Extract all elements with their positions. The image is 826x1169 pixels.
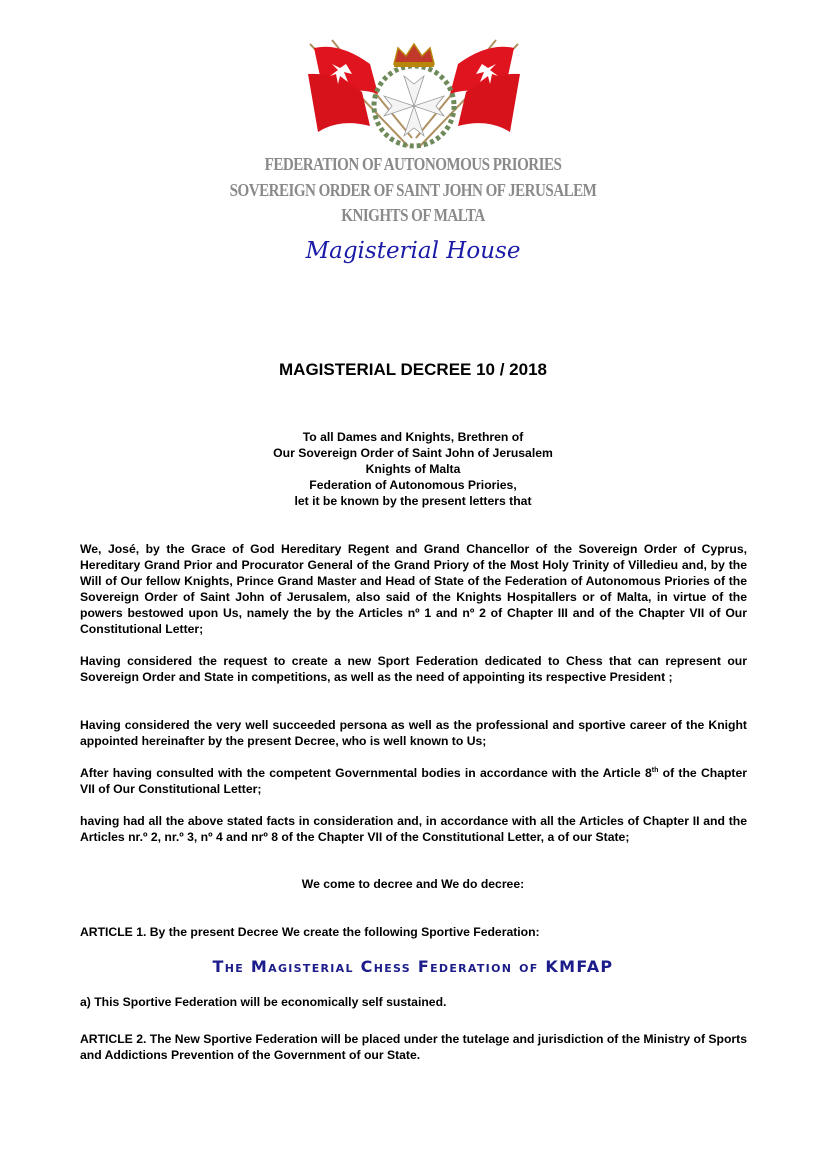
address-line: To all Dames and Knights, Brethren of [302, 430, 524, 444]
consideration-request-paragraph: Having considered the request to create a new Sport Federation dedicated to Chess that can represent our Sovereign Order and State in competitions, as well as the need of appointing its respective President ; [80, 654, 747, 684]
address-line: Our Sovereign Order of Saint John of Jerusalem [273, 446, 553, 460]
consultation-text-end: of the Chapter VII of Our Constitutional Letter; [80, 766, 747, 796]
preamble-paragraph: We, José, by the Grace of God Hereditary Regent and Grand Chancellor of the Sovereign Order of Cyprus, Hereditary Grand Prior and Procurator General of the Grand Priory of the Most Holy Trinity of Villedieu and, by the Will of Our fellow Knights, Prince Grand Master and Head of State of the Federation of Autonomous Priories of the Sovereign Order of Saint John of Jerusalem, also said of the Knights Hospitallers or of Malta, in virtue of the powers bestowed upon Us, namely the by the Articles nº 1 and nº 2 of Chapter III and of the Chapter VII of Our Constitutional Letter; [80, 542, 747, 636]
article-1: ARTICLE 1. By the present Decree We create the following Sportive Federation: [80, 925, 540, 939]
facts-paragraph: having had all the above stated facts in consideration and, in accordance with all the Articles of Chapter II and the Articles nr.º 2, nr.º 3, nº 4 and nrº 8 of the Chapter VII of the Constitutional Letter, a of our State; [80, 814, 747, 844]
article-2: ARTICLE 2. The New Sportive Federation will be placed under the tutelage and jurisdiction of the Ministry of Sports and Addictions Prevention of the Government of our State. [80, 1032, 748, 1062]
decree-formula: We come to decree and We do decree: [301, 877, 525, 891]
ordinal-suffix: th [651, 767, 659, 774]
org-line-federation: FEDERATION OF AUTONOMOUS PRIORIES [264, 154, 562, 174]
decree-address [0, 429, 826, 509]
address-line: Federation of Autonomous Priories, [309, 478, 517, 492]
article-1-item-a: a) This Sportive Federation will be economically self sustained. [80, 995, 447, 1009]
address-line: Knights of Malta [365, 462, 461, 476]
consideration-knight-paragraph: Having considered the very well succeeded persona as well as the professional and sportive career of the Knight appointed hereinafter by the present Decree, who is well known to Us; [80, 718, 747, 748]
decree-title: MAGISTERIAL DECREE 10 / 2018 [279, 360, 547, 379]
org-line-knights: KNIGHTS OF MALTA [341, 205, 485, 225]
consultation-text: After having consulted with the competent Governmental bodies in accordance with the Article 8 [80, 766, 652, 780]
maltese-cross-emblem-icon [300, 34, 528, 156]
address-line: let it be known by the present letters that [294, 494, 532, 508]
federation-name: The Magisterial Chess Federation of KMFAP [212, 957, 614, 976]
magisterial-house-title: Magisterial House [305, 238, 521, 264]
consultation-paragraph [80, 765, 747, 797]
org-line-sovereign-order: SOVEREIGN ORDER OF SAINT JOHN OF JERUSALEM [229, 180, 597, 200]
